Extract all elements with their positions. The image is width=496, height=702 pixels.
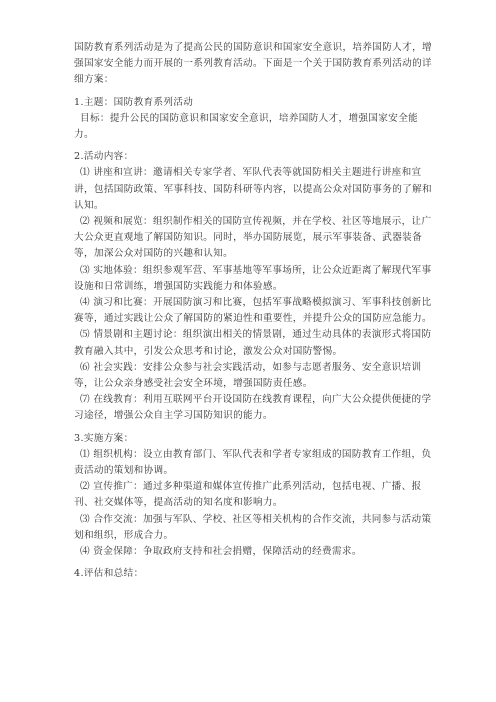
section-4-heading: 4.评估和总结： [74,568,144,580]
intro-paragraph: 国防教育系列活动是为了提高公民的国防意识和国家安全意识，培养国防人才，增强国家安全能力而开展的一系列教育活动。下面是一个关于国防教育系列活动的详细方案： [74,42,432,86]
activity-item-videos: ⑵ 视频和展览：组织制作相关的国防宣传视频，并在学校、社区等地展示，让广大公众更直观地了解国防知识。同时，举办国防展览，展示军事装备、武器装备等，加深公众对国防的兴趣和认知。 [74,216,432,260]
section-1-heading: 1.主题：国防教育系列活动 [74,96,194,108]
section-2-heading: 2.活动内容： [74,151,134,163]
activity-item-drama: ⑸ 情景剧和主题讨论：组织演出相关的情景剧，通过生动具体的表演形式将国防教育融入其中，引发公众思考和讨论，激发公众对国防警惕。 [74,329,432,357]
document-page [74,40,434,583]
activity-item-drills: ⑷ 演习和比赛：开展国防演习和比赛，包括军事战略模拟演习、军事科技创新比赛等，通过实践让公众了解国防的紧迫性和重要性，并提升公众的国防应急能力。 [74,297,432,325]
activity-item-online: ⑺ 在线教育：利用互联网平台开设国防在线教育课程，向广大公众提供便捷的学习途径，增强公众自主学习国防知识的能力。 [74,394,432,422]
section-3-heading: 3.实施方案： [74,432,134,444]
plan-item-funding: ⑷ 资金保障：争取政府支持和社会捐赠，保障活动的经费需求。 [80,546,362,558]
activity-item-field-visit: ⑶ 实地体验：组织参观军营、军事基地等军事场所，让公众近距离了解现代军事设施和日常训练，增强国防实践能力和体验感。 [74,264,432,292]
activity-item-practice: ⑹ 社会实践：安排公众参与社会实践活动，如参与志愿者服务、安全意识培训等，让公众亲身感受社会安全环境，增强国防责任感。 [74,361,422,390]
section-1-goal: 目标：提升公民的国防意识和国家安全意识，培养国防人才，增强国家安全能力。 [74,112,419,141]
plan-item-organization: ⑴ 组织机构：设立由教育部门、军队代表和学者专家组成的国防教育工作组，负责活动的策划和协调。 [74,448,432,477]
plan-item-promotion: ⑵ 宣传推广：通过多种渠道和媒体宣传推广此系列活动，包括电视、广播、报刊、社交媒体等，提高活动的知名度和影响力。 [74,481,422,509]
activity-item-lectures: ⑴ 讲座和宣讲：邀请相关专家学者、军队代表等就国防相关主题进行讲座和宣讲，包括国防政策、军事科技、国防科研等内容，以提高公众对国防事务的了解和认知。 [74,167,432,211]
plan-item-cooperation: ⑶ 合作交流：加强与军队、学校、社区等相关机构的合作交流，共同参与活动策划和组织，形成合力。 [74,513,432,541]
